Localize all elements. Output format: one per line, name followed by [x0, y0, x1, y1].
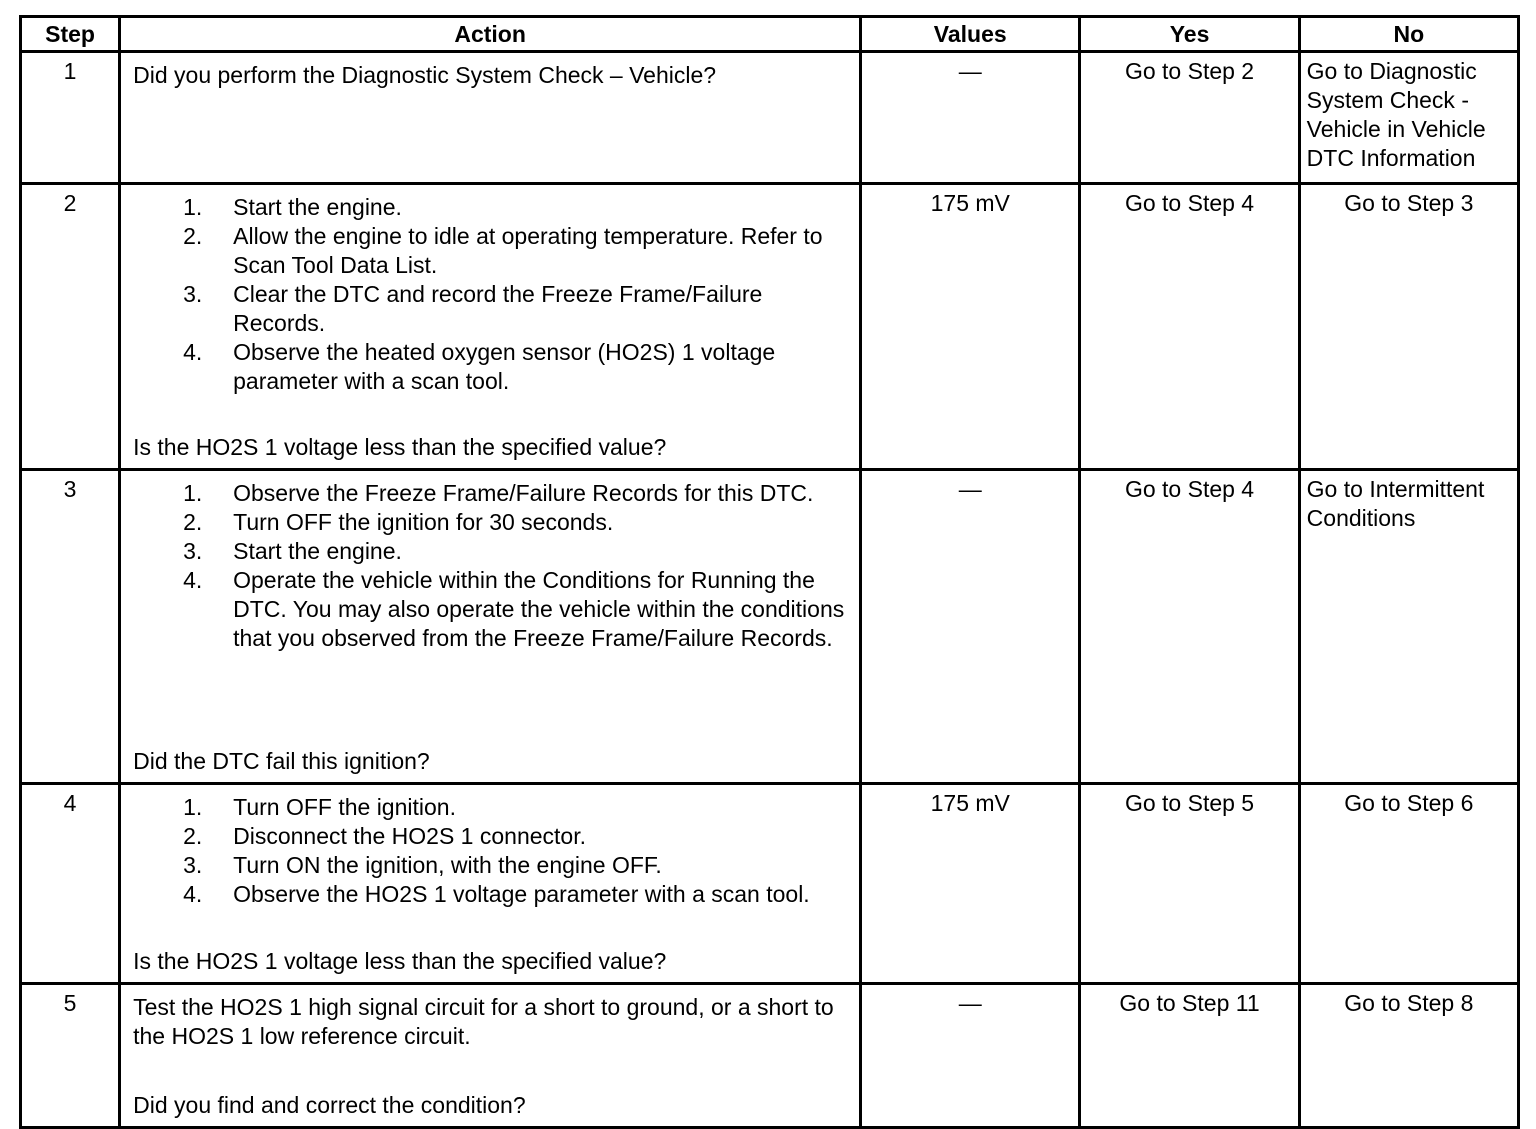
- no-cell: Go to Step 6: [1299, 784, 1518, 984]
- list-item-number: 3.: [183, 281, 203, 307]
- action-question: Did you find and correct the condition?: [133, 1092, 526, 1118]
- step-number: 4: [21, 784, 120, 984]
- action-cell: [120, 470, 861, 784]
- yes-cell: Go to Step 5: [1080, 784, 1299, 984]
- list-item: [183, 822, 847, 851]
- header-row: [21, 17, 1519, 52]
- table-row: [21, 784, 1519, 984]
- list-item-number: 1.: [183, 794, 203, 820]
- list-item-number: 1.: [183, 194, 203, 220]
- action-text: Test the HO2S 1 high signal circuit for a short to ground, or a short to the HO2S 1 low reference circuit.: [133, 994, 834, 1049]
- no-cell: Go to Step 8: [1299, 984, 1518, 1128]
- step-number: 5: [21, 984, 120, 1128]
- list-item-number: 2.: [183, 223, 203, 249]
- value-cell: 175 mV: [861, 784, 1080, 984]
- action-cell: [120, 984, 861, 1128]
- action-steps-list: [133, 193, 847, 396]
- action-cell: [120, 184, 861, 470]
- list-item-number: 2.: [183, 509, 203, 535]
- table-row: [21, 984, 1519, 1128]
- header-no: No: [1299, 17, 1518, 52]
- list-item-text: Disconnect the HO2S 1 connector.: [233, 823, 586, 849]
- step-number: 3: [21, 470, 120, 784]
- list-item: [183, 479, 847, 508]
- no-cell: Go to Diagnostic System Check - Vehicle in Vehicle DTC Information: [1299, 52, 1518, 184]
- table-row: [21, 470, 1519, 784]
- list-item-text: Start the engine.: [233, 538, 402, 564]
- value-cell: —: [861, 470, 1080, 784]
- list-item-number: 2.: [183, 823, 203, 849]
- action-steps-list: [133, 479, 847, 653]
- list-item: [183, 880, 847, 909]
- list-item: [183, 193, 847, 222]
- header-values: Values: [861, 17, 1080, 52]
- header-action: Action: [120, 17, 861, 52]
- yes-cell: Go to Step 11: [1080, 984, 1299, 1128]
- list-item: [183, 566, 847, 653]
- step-number: 2: [21, 184, 120, 470]
- action-text: Did you perform the Diagnostic System Check – Vehicle?: [133, 62, 717, 88]
- list-item-text: Allow the engine to idle at operating temperature. Refer to Scan Tool Data List.: [233, 223, 823, 278]
- action-cell: [120, 784, 861, 984]
- action-question: Is the HO2S 1 voltage less than the specified value?: [133, 434, 667, 460]
- list-item-number: 4.: [183, 339, 203, 365]
- yes-cell: Go to Step 4: [1080, 470, 1299, 784]
- action-question: Is the HO2S 1 voltage less than the specified value?: [133, 948, 667, 974]
- yes-cell: Go to Step 4: [1080, 184, 1299, 470]
- list-item: [183, 338, 847, 396]
- no-cell: Go to Intermittent Conditions: [1299, 470, 1518, 784]
- list-item-text: Turn OFF the ignition.: [233, 794, 456, 820]
- action-cell: [120, 52, 861, 184]
- yes-cell: Go to Step 2: [1080, 52, 1299, 184]
- table-row: [21, 52, 1519, 184]
- action-question: Did the DTC fail this ignition?: [133, 748, 430, 774]
- list-item-text: Observe the HO2S 1 voltage parameter with a scan tool.: [233, 881, 810, 907]
- list-item-text: Observe the heated oxygen sensor (HO2S) 1 voltage parameter with a scan tool.: [233, 339, 776, 394]
- table-row: [21, 184, 1519, 470]
- header-step: Step: [21, 17, 120, 52]
- list-item: [183, 508, 847, 537]
- list-item-number: 3.: [183, 538, 203, 564]
- list-item: [183, 537, 847, 566]
- list-item-number: 3.: [183, 852, 203, 878]
- list-item-number: 1.: [183, 480, 203, 506]
- list-item-text: Turn OFF the ignition for 30 seconds.: [233, 509, 614, 535]
- no-cell: Go to Step 3: [1299, 184, 1518, 470]
- value-cell: —: [861, 52, 1080, 184]
- action-steps-list: [133, 793, 847, 909]
- list-item-text: Start the engine.: [233, 194, 402, 220]
- list-item: [183, 280, 847, 338]
- list-item: [183, 793, 847, 822]
- list-item-text: Observe the Freeze Frame/Failure Records for this DTC.: [233, 480, 814, 506]
- list-item-text: Clear the DTC and record the Freeze Frame/Failure Records.: [233, 281, 763, 336]
- list-item-number: 4.: [183, 881, 203, 907]
- step-number: 1: [21, 52, 120, 184]
- list-item-text: Operate the vehicle within the Conditions for Running the DTC. You may also operate the vehicle within the conditions that you observed from the Freeze Frame/Failure Records.: [233, 567, 845, 651]
- list-item-text: Turn ON the ignition, with the engine OFF.: [233, 852, 662, 878]
- list-item: [183, 851, 847, 880]
- list-item-number: 4.: [183, 567, 203, 593]
- diagnostic-table: [19, 15, 1520, 1129]
- list-item: [183, 222, 847, 280]
- value-cell: —: [861, 984, 1080, 1128]
- value-cell: 175 mV: [861, 184, 1080, 470]
- header-yes: Yes: [1080, 17, 1299, 52]
